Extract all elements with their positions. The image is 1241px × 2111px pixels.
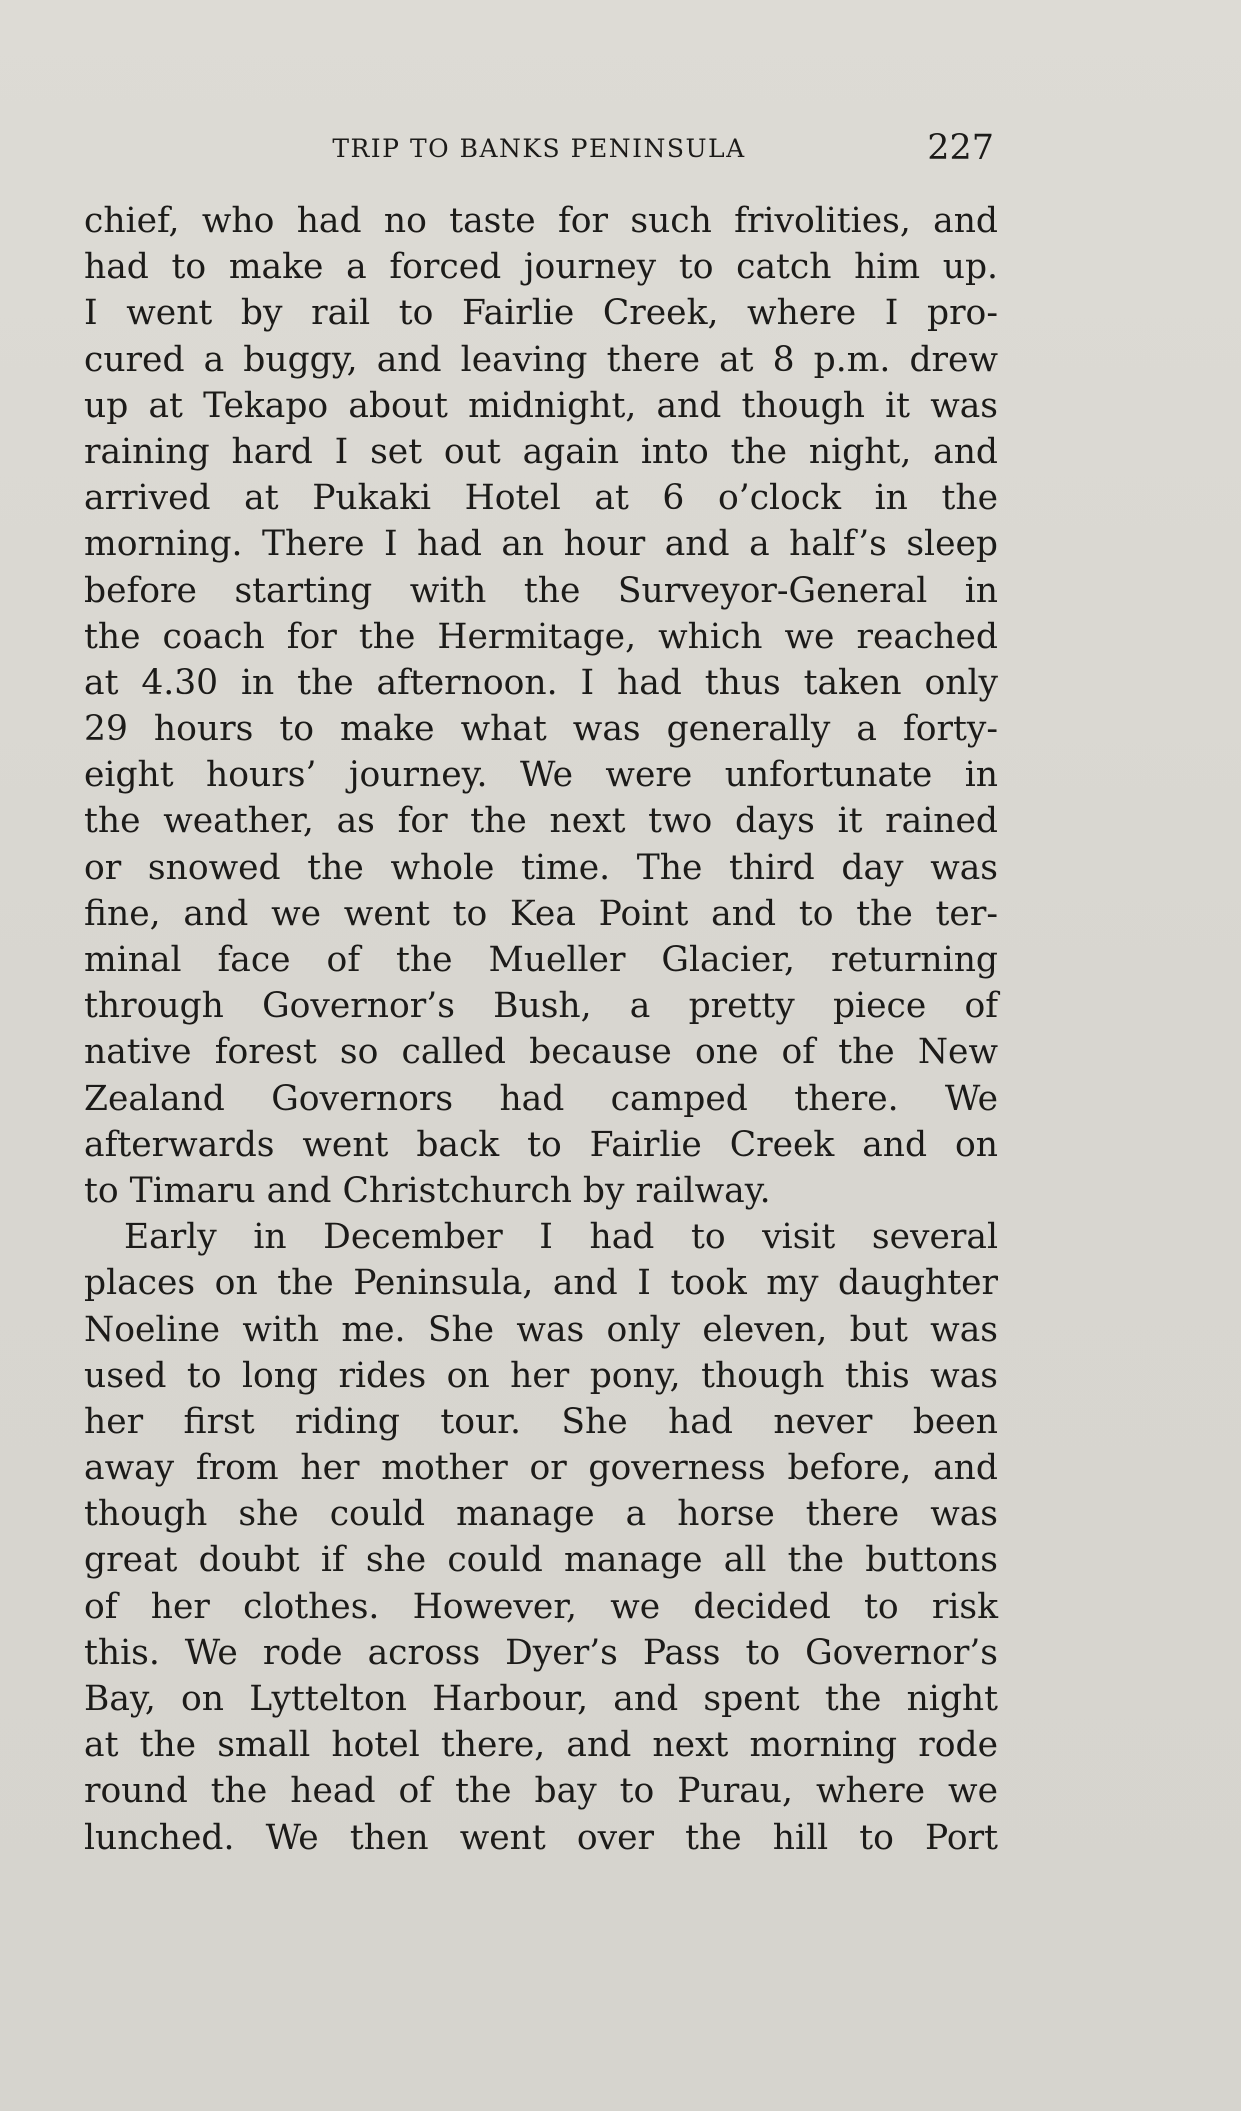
text-line: Bay, on Lyttelton Harbour, and spent the night: [84, 1679, 998, 1719]
text-line: native forest so called because one of the New: [84, 1032, 998, 1073]
text-line: though she could manage a horse there was: [84, 1494, 998, 1535]
paragraph-start-line: Early in December I had to visit several: [124, 1217, 998, 1258]
text-line: up at Tekapo about midnight, and though it was: [84, 385, 998, 426]
text-line: places on the Peninsula, and I took my daughter: [84, 1263, 998, 1304]
text-line: through Governor’s Bush, a pretty piece of: [84, 986, 998, 1027]
page-number: 227: [927, 128, 994, 168]
text-line: Zealand Governors had camped there. We: [84, 1078, 998, 1119]
text-line: the coach for the Hermitage, which we reached: [84, 616, 998, 657]
text-line: this. We rode across Dyer’s Pass to Governor’s: [84, 1632, 998, 1673]
text-line: the weather, as for the next two days it rained: [84, 801, 998, 842]
text-line: raining hard I set out again into the night, and: [84, 431, 998, 472]
text-line: cured a buggy, and leaving there at 8 p.m. drew: [84, 339, 998, 380]
text-line: lunched. We then went over the hill to Port: [84, 1817, 998, 1858]
text-line: 29 hours to make what was generally a forty-: [84, 709, 998, 750]
text-line: Noeline with me. She was only eleven, but was: [84, 1309, 998, 1350]
paragraph-end-line: to Timaru and Christchurch by railway.: [84, 1170, 771, 1211]
text-line: away from her mother or governess before, and: [84, 1448, 998, 1489]
text-line: her first riding tour. She had never been: [84, 1401, 998, 1442]
text-line: afterwards went back to Fairlie Creek and on: [84, 1124, 998, 1165]
text-line: before starting with the Surveyor-General in: [84, 570, 998, 611]
text-line: or snowed the whole time. The third day was: [84, 847, 998, 888]
text-line: chief, who had no taste for such frivolities, and: [84, 201, 998, 241]
text-line: had to make a forced journey to catch him up.: [84, 247, 998, 288]
body-text: [84, 198, 998, 1861]
text-line: of her clothes. However, we decided to risk: [84, 1586, 998, 1627]
text-line: arrived at Pukaki Hotel at 6 o’clock in the: [84, 478, 998, 519]
text-line: round the head of the bay to Purau, where we: [84, 1771, 998, 1812]
text-line: morning. There I had an hour and a half’s sleep: [84, 524, 998, 565]
text-line: used to long rides on her pony, though this was: [84, 1355, 998, 1396]
text-line: at 4.30 in the afternoon. I had thus taken only: [84, 662, 998, 703]
text-line: I went by rail to Fairlie Creek, where I pro-: [84, 293, 998, 334]
text-line: fine, and we went to Kea Point and to the ter-: [84, 893, 998, 934]
running-head: [84, 128, 994, 168]
text-line: great doubt if she could manage all the buttons: [84, 1540, 998, 1581]
text-line: eight hours’ journey. We were unfortunate in: [84, 755, 998, 796]
text-line: at the small hotel there, and next morning rode: [84, 1725, 998, 1766]
text-line: minal face of the Mueller Glacier, returning: [84, 940, 998, 980]
running-title: TRIP TO BANKS PENINSULA: [332, 134, 746, 163]
